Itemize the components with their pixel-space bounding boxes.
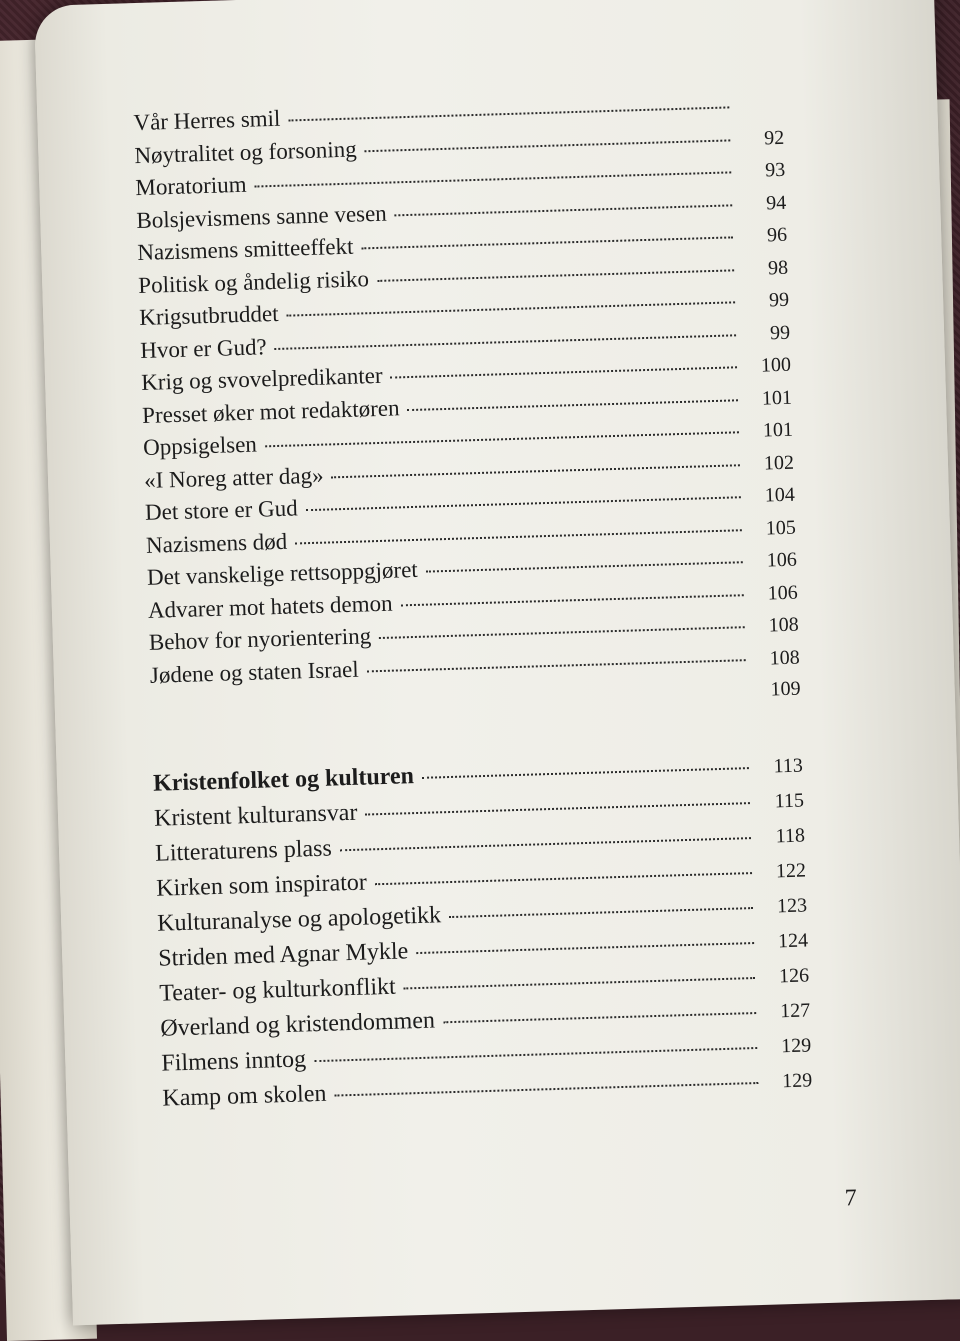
toc-entry-page: 113 (773, 754, 804, 777)
toc-entry-page: 99 (768, 288, 790, 312)
toc-entry-page: 98 (767, 256, 789, 279)
toc-entry-page: 92 (763, 126, 785, 149)
toc-entry-title: Vår Herres smil (133, 105, 281, 136)
toc-entry-page: 106 (766, 548, 798, 572)
toc-leader-dots (377, 269, 734, 282)
toc-leader-dots (404, 977, 755, 989)
toc-entry-page: 99 (769, 321, 791, 344)
toc-entry-title: Advarer mot hatets demon (147, 590, 393, 623)
toc-entry-page: 106 (767, 581, 799, 604)
book-page (34, 0, 960, 1325)
toc-leader-dots (449, 907, 753, 918)
toc-leader-dots (395, 204, 733, 216)
toc-entry-page: 124 (777, 928, 809, 952)
page-number: 7 (844, 1185, 858, 1212)
toc-entry-title: Oppsigelsen (142, 431, 258, 460)
toc-leader-dots (391, 366, 737, 378)
toc-leader-dots (443, 1012, 756, 1023)
toc-entry-title: Hvor er Gud? (139, 333, 268, 363)
toc-leader-dots (365, 802, 750, 815)
toc-entry-title: Kulturanalyse og apologetikk (156, 901, 442, 937)
toc-entry-title: Filmens inntog (161, 1045, 307, 1077)
toc-leader-dots (265, 431, 739, 447)
toc-leader-dots (295, 529, 742, 544)
toc-entry-title: Krigsutbruddet (138, 300, 279, 331)
toc-entry-title: Kristenfolket og kulturen (152, 762, 415, 797)
toc-leader-dots (306, 496, 741, 511)
toc-entry-title: Behov for nyorientering (148, 623, 372, 655)
toc-leader-dots (379, 626, 745, 639)
toc-entry-title: Presset øker mot redaktøren (141, 394, 400, 428)
toc-leader-dots (401, 594, 744, 606)
toc-leader-dots (416, 942, 754, 954)
toc-entry-title: Øverland og kristendommen (159, 1007, 436, 1042)
toc-entry-page: 108 (768, 613, 800, 637)
toc-leader-dots (288, 106, 729, 121)
toc-entry-title: Krig og svovelpredikanter (140, 362, 383, 395)
toc-leader-dots (361, 236, 733, 249)
toc-entry-page: 127 (779, 998, 811, 1022)
toc-entry-page: 100 (760, 353, 792, 377)
toc-entry-page: 102 (763, 451, 795, 475)
toc-entry-title: Politisk og åndelig risiko (137, 265, 370, 298)
toc-entry-page: 105 (765, 516, 797, 540)
toc-leader-dots (332, 464, 740, 478)
toc-entry-page: 115 (774, 789, 805, 812)
toc-entry-page: 96 (766, 223, 788, 247)
toc-entry-page: 104 (764, 483, 796, 507)
toc-entry-page: 126 (778, 963, 810, 987)
toc-entry-title: Striden med Agnar Mykle (157, 937, 409, 972)
toc-entry-page: 118 (775, 823, 806, 847)
toc-entry-page: 129 (780, 1033, 812, 1057)
toc-leader-dots (287, 301, 736, 316)
toc-leader-dots (367, 659, 746, 672)
toc-entry-page: 101 (761, 386, 793, 410)
toc-entry-title: Litteraturens plass (154, 835, 333, 867)
toc-entry-title: Nazismens smitteeffekt (136, 233, 354, 266)
toc-leader-dots (422, 767, 749, 779)
toc-entry-title: Nøytralitet og forsoning (134, 135, 358, 168)
toc-leader-dots (365, 139, 731, 152)
toc-entry-title: Det vanskelige rettsoppgjøret (146, 556, 419, 590)
toc-entry-page: 93 (764, 158, 786, 182)
toc-leader-dots (255, 171, 732, 187)
toc-entry-page: 94 (765, 191, 787, 214)
toc-entry-page: 122 (775, 858, 807, 882)
toc-entry-page: 108 (769, 646, 800, 669)
toc-entry-title: Nazismens død (145, 528, 288, 558)
toc-entry-title: Moratorium (135, 171, 247, 201)
toc-entry-title: Kamp om skolen (162, 1080, 327, 1112)
toc-entry-title: Bolsjevismens sanne vesen (136, 200, 388, 233)
toc-entry-page: 101 (762, 418, 794, 442)
table-of-contents (133, 88, 813, 1116)
toc-leader-dots (426, 561, 743, 572)
toc-entry-title: Kirken som inspirator (155, 869, 368, 902)
toc-entry-title: Det store er Gud (144, 495, 299, 525)
toc-leader-dots (408, 399, 739, 411)
toc-entry-page: 109 (770, 677, 801, 701)
toc-leader-dots (334, 1081, 758, 1096)
toc-entry-page: 129 (781, 1068, 813, 1092)
toc-leader-dots (340, 837, 751, 851)
toc-entry-title: «I Noreg atter dag» (143, 462, 324, 493)
toc-leader-dots (375, 872, 752, 885)
toc-entry-title: Teater- og kulturkonflikt (158, 973, 397, 1007)
toc-entry-title: Kristent kulturansvar (153, 799, 358, 832)
toc-entry-page: 123 (776, 893, 808, 917)
toc-leader-dots (314, 1047, 757, 1062)
toc-leader-dots (275, 334, 736, 350)
toc-entry-title: Jødene og staten Israel (149, 656, 360, 688)
